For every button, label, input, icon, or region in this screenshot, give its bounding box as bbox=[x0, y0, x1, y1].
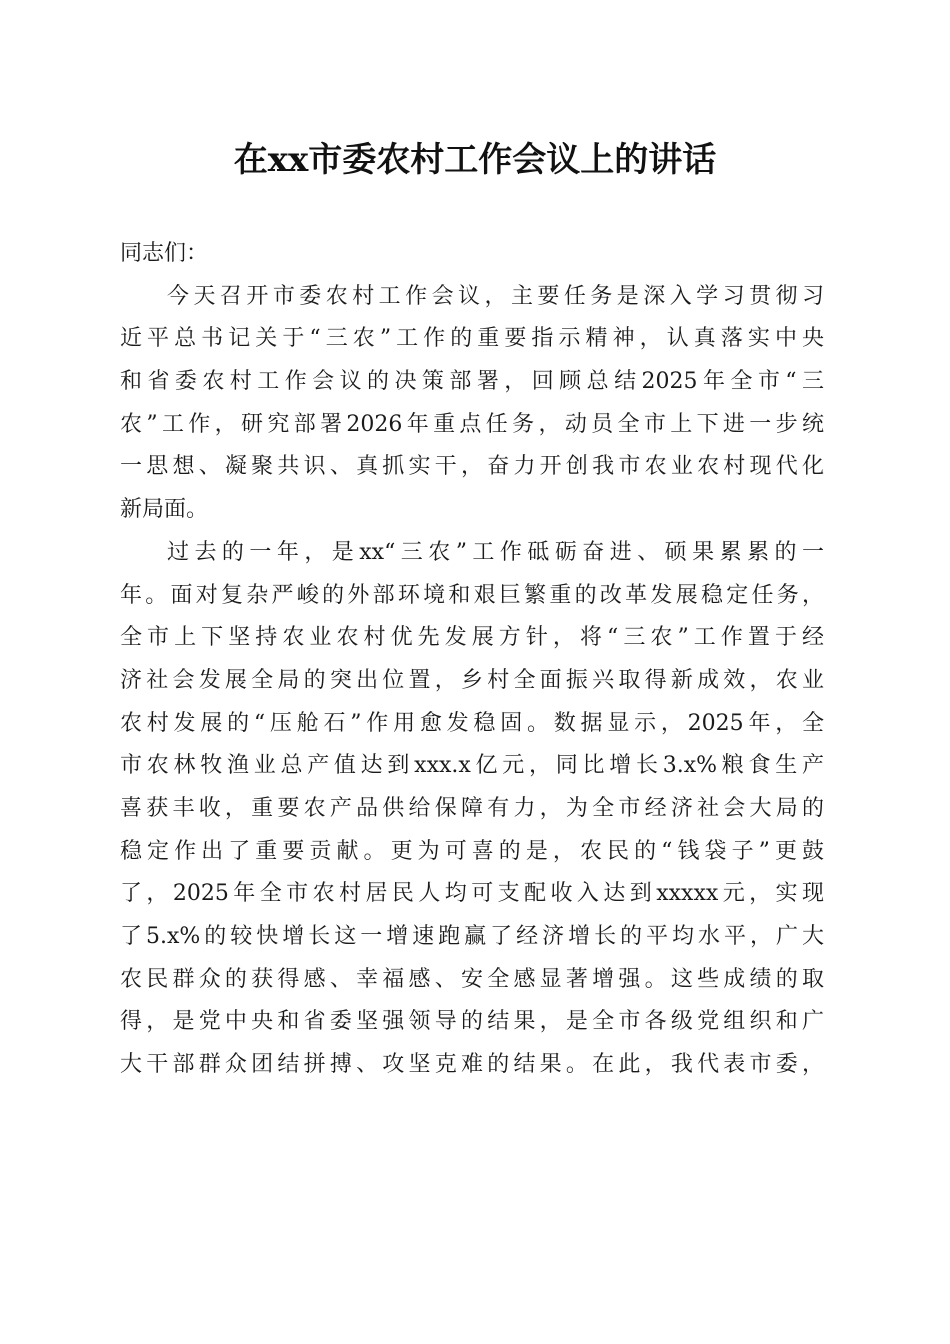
greeting: 同志们： bbox=[120, 241, 209, 266]
paragraph-line: 了5.x%的较快增长这一增速跑赢了经济增长的平均水平，广大 bbox=[120, 924, 824, 949]
paragraph-line: 一思想、凝聚共识、真抓实干，奋力开创我市农业农村现代化 bbox=[120, 454, 824, 480]
paragraph-line: 大干部群众团结拼搏、攻坚克难的结果。在此，我代表市委， bbox=[120, 1052, 824, 1078]
paragraph-line: 农村发展的“压舱石”作用愈发稳固。数据显示，2025年，全 bbox=[120, 710, 824, 736]
paragraph-1 bbox=[120, 276, 824, 532]
paragraph-line: 全市上下坚持农业农村优先发展方针，将“三农”工作置于经 bbox=[120, 625, 824, 651]
paragraph-line: 喜获丰收，重要农产品供给保障有力，为全市经济社会大局的 bbox=[120, 795, 824, 821]
document-body bbox=[120, 233, 824, 1087]
document-title: 在xx市委农村工作会议上的讲话 bbox=[233, 140, 717, 180]
paragraph-line: 农民群众的获得感、幸福感、安全感显著增强。这些成绩的取 bbox=[120, 966, 824, 992]
paragraph-line: 济社会发展全局的突出位置，乡村全面振兴取得新成效，农业 bbox=[120, 667, 824, 693]
paragraph-line: 过去的一年，是xx“三农”工作砥砺奋进、硕果累累的一 bbox=[167, 539, 824, 565]
paragraph-line: 年。面对复杂严峻的外部环境和艰巨繁重的改革发展稳定任务， bbox=[120, 582, 824, 608]
paragraph-line: 和省委农村工作会议的决策部署，回顾总结2025年全市“三 bbox=[120, 369, 824, 395]
paragraph-line: 市农林牧渔业总产值达到xxx.x亿元，同比增长3.x%粮食生产 bbox=[120, 753, 824, 779]
paragraph-line: 农”工作，研究部署2026年重点任务，动员全市上下进一步统 bbox=[120, 411, 824, 437]
paragraph-line: 得，是党中央和省委坚强领导的结果，是全市各级党组织和广 bbox=[120, 1009, 824, 1035]
paragraph-line: 近平总书记关于“三农”工作的重要指示精神，认真落实中央 bbox=[120, 326, 824, 352]
paragraph-2 bbox=[120, 532, 824, 1087]
paragraph-line: 新局面。 bbox=[120, 497, 209, 523]
paragraph-line: 今天召开市委农村工作会议，主要任务是深入学习贯彻习 bbox=[167, 283, 824, 309]
paragraph-line: 稳定作出了重要贡献。更为可喜的是，农民的“钱袋子”更鼓 bbox=[120, 838, 824, 864]
paragraph-line: 了，2025年全市农村居民人均可支配收入达到xxxxx元，实现 bbox=[120, 881, 824, 907]
